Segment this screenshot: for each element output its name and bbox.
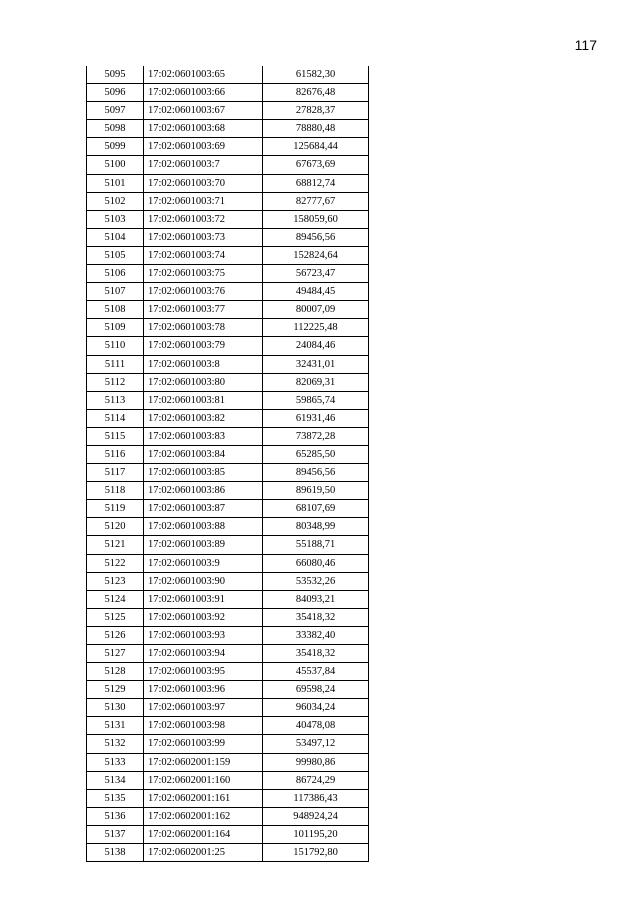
table-row bbox=[87, 102, 369, 120]
cadastral-number: 17:02:0601003:90 bbox=[144, 572, 263, 590]
row-number: 5100 bbox=[87, 156, 144, 174]
cadastral-value: 24084,46 bbox=[263, 337, 369, 355]
cadastral-value: 80348,99 bbox=[263, 518, 369, 536]
row-number: 5131 bbox=[87, 717, 144, 735]
cadastral-number: 17:02:0601003:74 bbox=[144, 246, 263, 264]
cadastral-value: 96034,24 bbox=[263, 699, 369, 717]
row-number: 5116 bbox=[87, 445, 144, 463]
table-row bbox=[87, 518, 369, 536]
cadastral-number: 17:02:0601003:68 bbox=[144, 120, 263, 138]
table-row bbox=[87, 192, 369, 210]
cadastral-value: 84093,21 bbox=[263, 590, 369, 608]
row-number: 5138 bbox=[87, 844, 144, 862]
table-row bbox=[87, 84, 369, 102]
cadastral-value: 86724,29 bbox=[263, 771, 369, 789]
cadastral-value: 55188,71 bbox=[263, 536, 369, 554]
table-row bbox=[87, 464, 369, 482]
row-number: 5101 bbox=[87, 174, 144, 192]
row-number: 5127 bbox=[87, 645, 144, 663]
cadastral-number: 17:02:0601003:69 bbox=[144, 138, 263, 156]
table-row bbox=[87, 301, 369, 319]
cadastral-value: 65285,50 bbox=[263, 445, 369, 463]
row-number: 5126 bbox=[87, 626, 144, 644]
cadastral-value: 101195,20 bbox=[263, 825, 369, 843]
row-number: 5104 bbox=[87, 228, 144, 246]
cadastral-value: 61931,46 bbox=[263, 409, 369, 427]
table-row bbox=[87, 807, 369, 825]
cadastral-number: 17:02:0602001:162 bbox=[144, 807, 263, 825]
cadastral-number: 17:02:0601003:75 bbox=[144, 265, 263, 283]
cadastral-value: 68812,74 bbox=[263, 174, 369, 192]
cadastral-number: 17:02:0601003:85 bbox=[144, 464, 263, 482]
cadastral-value: 89619,50 bbox=[263, 482, 369, 500]
table-row bbox=[87, 789, 369, 807]
row-number: 5110 bbox=[87, 337, 144, 355]
table-row bbox=[87, 427, 369, 445]
cadastral-number: 17:02:0601003:94 bbox=[144, 645, 263, 663]
cadastral-number: 17:02:0601003:83 bbox=[144, 427, 263, 445]
cadastral-value: 73872,28 bbox=[263, 427, 369, 445]
row-number: 5134 bbox=[87, 771, 144, 789]
row-number: 5114 bbox=[87, 409, 144, 427]
cadastral-value: 82777,67 bbox=[263, 192, 369, 210]
cadastral-number: 17:02:0601003:99 bbox=[144, 735, 263, 753]
cadastral-value: 112225,48 bbox=[263, 319, 369, 337]
cadastral-value: 89456,56 bbox=[263, 464, 369, 482]
row-number: 5136 bbox=[87, 807, 144, 825]
row-number: 5109 bbox=[87, 319, 144, 337]
cadastral-number: 17:02:0601003:65 bbox=[144, 66, 263, 84]
row-number: 5135 bbox=[87, 789, 144, 807]
cadastral-number: 17:02:0601003:78 bbox=[144, 319, 263, 337]
page-number: 117 bbox=[574, 37, 597, 53]
row-number: 5117 bbox=[87, 464, 144, 482]
row-number: 5130 bbox=[87, 699, 144, 717]
table-row bbox=[87, 753, 369, 771]
table-row bbox=[87, 590, 369, 608]
row-number: 5132 bbox=[87, 735, 144, 753]
table-row bbox=[87, 482, 369, 500]
row-number: 5099 bbox=[87, 138, 144, 156]
table-row bbox=[87, 409, 369, 427]
row-number: 5096 bbox=[87, 84, 144, 102]
row-number: 5107 bbox=[87, 283, 144, 301]
table-row bbox=[87, 771, 369, 789]
table-row bbox=[87, 120, 369, 138]
cadastral-number: 17:02:0601003:82 bbox=[144, 409, 263, 427]
cadastral-number: 17:02:0601003:77 bbox=[144, 301, 263, 319]
cadastral-number: 17:02:0602001:159 bbox=[144, 753, 263, 771]
cadastral-value: 89456,56 bbox=[263, 228, 369, 246]
table-row bbox=[87, 210, 369, 228]
row-number: 5106 bbox=[87, 265, 144, 283]
cadastral-value: 35418,32 bbox=[263, 645, 369, 663]
table-row bbox=[87, 536, 369, 554]
cadastral-value: 99980,86 bbox=[263, 753, 369, 771]
cadastral-value: 40478,08 bbox=[263, 717, 369, 735]
row-number: 5113 bbox=[87, 391, 144, 409]
cadastral-number: 17:02:0601003:71 bbox=[144, 192, 263, 210]
row-number: 5133 bbox=[87, 753, 144, 771]
cadastral-number: 17:02:0601003:88 bbox=[144, 518, 263, 536]
row-number: 5097 bbox=[87, 102, 144, 120]
table-row bbox=[87, 663, 369, 681]
row-number: 5121 bbox=[87, 536, 144, 554]
table-row bbox=[87, 265, 369, 283]
table-row bbox=[87, 735, 369, 753]
cadastral-number: 17:02:0601003:89 bbox=[144, 536, 263, 554]
cadastral-number: 17:02:0601003:97 bbox=[144, 699, 263, 717]
table-row bbox=[87, 844, 369, 862]
cadastral-value: 69598,24 bbox=[263, 681, 369, 699]
cadastral-number: 17:02:0601003:91 bbox=[144, 590, 263, 608]
cadastral-value: 49484,45 bbox=[263, 283, 369, 301]
table-row bbox=[87, 138, 369, 156]
table-row bbox=[87, 626, 369, 644]
cadastral-number: 17:02:0601003:92 bbox=[144, 608, 263, 626]
row-number: 5115 bbox=[87, 427, 144, 445]
table-row bbox=[87, 699, 369, 717]
row-number: 5102 bbox=[87, 192, 144, 210]
table-row bbox=[87, 572, 369, 590]
table-row bbox=[87, 373, 369, 391]
table-row bbox=[87, 156, 369, 174]
cadastral-number: 17:02:0601003:93 bbox=[144, 626, 263, 644]
cadastral-value: 27828,37 bbox=[263, 102, 369, 120]
cadastral-value: 125684,44 bbox=[263, 138, 369, 156]
cadastral-value: 45537,84 bbox=[263, 663, 369, 681]
cadastral-value: 158059,60 bbox=[263, 210, 369, 228]
row-number: 5137 bbox=[87, 825, 144, 843]
cadastral-value: 33382,40 bbox=[263, 626, 369, 644]
cadastral-number: 17:02:0601003:72 bbox=[144, 210, 263, 228]
row-number: 5098 bbox=[87, 120, 144, 138]
cadastral-number: 17:02:0601003:8 bbox=[144, 355, 263, 373]
cadastral-value: 82676,48 bbox=[263, 84, 369, 102]
cadastral-number: 17:02:0602001:164 bbox=[144, 825, 263, 843]
cadastral-number: 17:02:0601003:96 bbox=[144, 681, 263, 699]
table-row bbox=[87, 337, 369, 355]
table-row bbox=[87, 246, 369, 264]
cadastral-value: 151792,80 bbox=[263, 844, 369, 862]
cadastral-value: 53532,26 bbox=[263, 572, 369, 590]
cadastral-number: 17:02:0601003:86 bbox=[144, 482, 263, 500]
table-row bbox=[87, 825, 369, 843]
cadastral-value: 35418,32 bbox=[263, 608, 369, 626]
table-row bbox=[87, 554, 369, 572]
cadastral-value: 32431,01 bbox=[263, 355, 369, 373]
cadastral-value-table bbox=[86, 66, 369, 862]
row-number: 5108 bbox=[87, 301, 144, 319]
cadastral-number: 17:02:0601003:84 bbox=[144, 445, 263, 463]
cadastral-number: 17:02:0602001:161 bbox=[144, 789, 263, 807]
row-number: 5112 bbox=[87, 373, 144, 391]
table-row bbox=[87, 717, 369, 735]
cadastral-value: 66080,46 bbox=[263, 554, 369, 572]
table-row bbox=[87, 319, 369, 337]
row-number: 5124 bbox=[87, 590, 144, 608]
cadastral-number: 17:02:0602001:160 bbox=[144, 771, 263, 789]
row-number: 5122 bbox=[87, 554, 144, 572]
table-row bbox=[87, 283, 369, 301]
cadastral-value: 59865,74 bbox=[263, 391, 369, 409]
row-number: 5111 bbox=[87, 355, 144, 373]
cadastral-number: 17:02:0601003:70 bbox=[144, 174, 263, 192]
cadastral-value: 82069,31 bbox=[263, 373, 369, 391]
cadastral-number: 17:02:0601003:67 bbox=[144, 102, 263, 120]
row-number: 5125 bbox=[87, 608, 144, 626]
row-number: 5119 bbox=[87, 500, 144, 518]
cadastral-number: 17:02:0601003:73 bbox=[144, 228, 263, 246]
table-row bbox=[87, 645, 369, 663]
row-number: 5128 bbox=[87, 663, 144, 681]
row-number: 5129 bbox=[87, 681, 144, 699]
cadastral-value: 68107,69 bbox=[263, 500, 369, 518]
cadastral-number: 17:02:0601003:76 bbox=[144, 283, 263, 301]
table-body bbox=[87, 66, 369, 862]
table-row bbox=[87, 608, 369, 626]
cadastral-value: 948924,24 bbox=[263, 807, 369, 825]
table-row bbox=[87, 174, 369, 192]
cadastral-value: 56723,47 bbox=[263, 265, 369, 283]
table-row bbox=[87, 500, 369, 518]
cadastral-number: 17:02:0601003:79 bbox=[144, 337, 263, 355]
cadastral-number: 17:02:0601003:80 bbox=[144, 373, 263, 391]
cadastral-value: 80007,09 bbox=[263, 301, 369, 319]
table-row bbox=[87, 228, 369, 246]
cadastral-number: 17:02:0601003:98 bbox=[144, 717, 263, 735]
cadastral-value: 67673,69 bbox=[263, 156, 369, 174]
cadastral-number: 17:02:0601003:87 bbox=[144, 500, 263, 518]
row-number: 5095 bbox=[87, 66, 144, 84]
cadastral-number: 17:02:0601003:9 bbox=[144, 554, 263, 572]
table-row bbox=[87, 445, 369, 463]
row-number: 5123 bbox=[87, 572, 144, 590]
cadastral-value: 78880,48 bbox=[263, 120, 369, 138]
row-number: 5120 bbox=[87, 518, 144, 536]
row-number: 5103 bbox=[87, 210, 144, 228]
row-number: 5118 bbox=[87, 482, 144, 500]
cadastral-number: 17:02:0601003:81 bbox=[144, 391, 263, 409]
row-number: 5105 bbox=[87, 246, 144, 264]
cadastral-number: 17:02:0602001:25 bbox=[144, 844, 263, 862]
table-row bbox=[87, 355, 369, 373]
cadastral-value: 117386,43 bbox=[263, 789, 369, 807]
cadastral-number: 17:02:0601003:66 bbox=[144, 84, 263, 102]
cadastral-value: 152824,64 bbox=[263, 246, 369, 264]
table-row bbox=[87, 66, 369, 84]
cadastral-value: 53497,12 bbox=[263, 735, 369, 753]
table-row bbox=[87, 681, 369, 699]
cadastral-value: 61582,30 bbox=[263, 66, 369, 84]
cadastral-number: 17:02:0601003:7 bbox=[144, 156, 263, 174]
cadastral-number: 17:02:0601003:95 bbox=[144, 663, 263, 681]
table-row bbox=[87, 391, 369, 409]
